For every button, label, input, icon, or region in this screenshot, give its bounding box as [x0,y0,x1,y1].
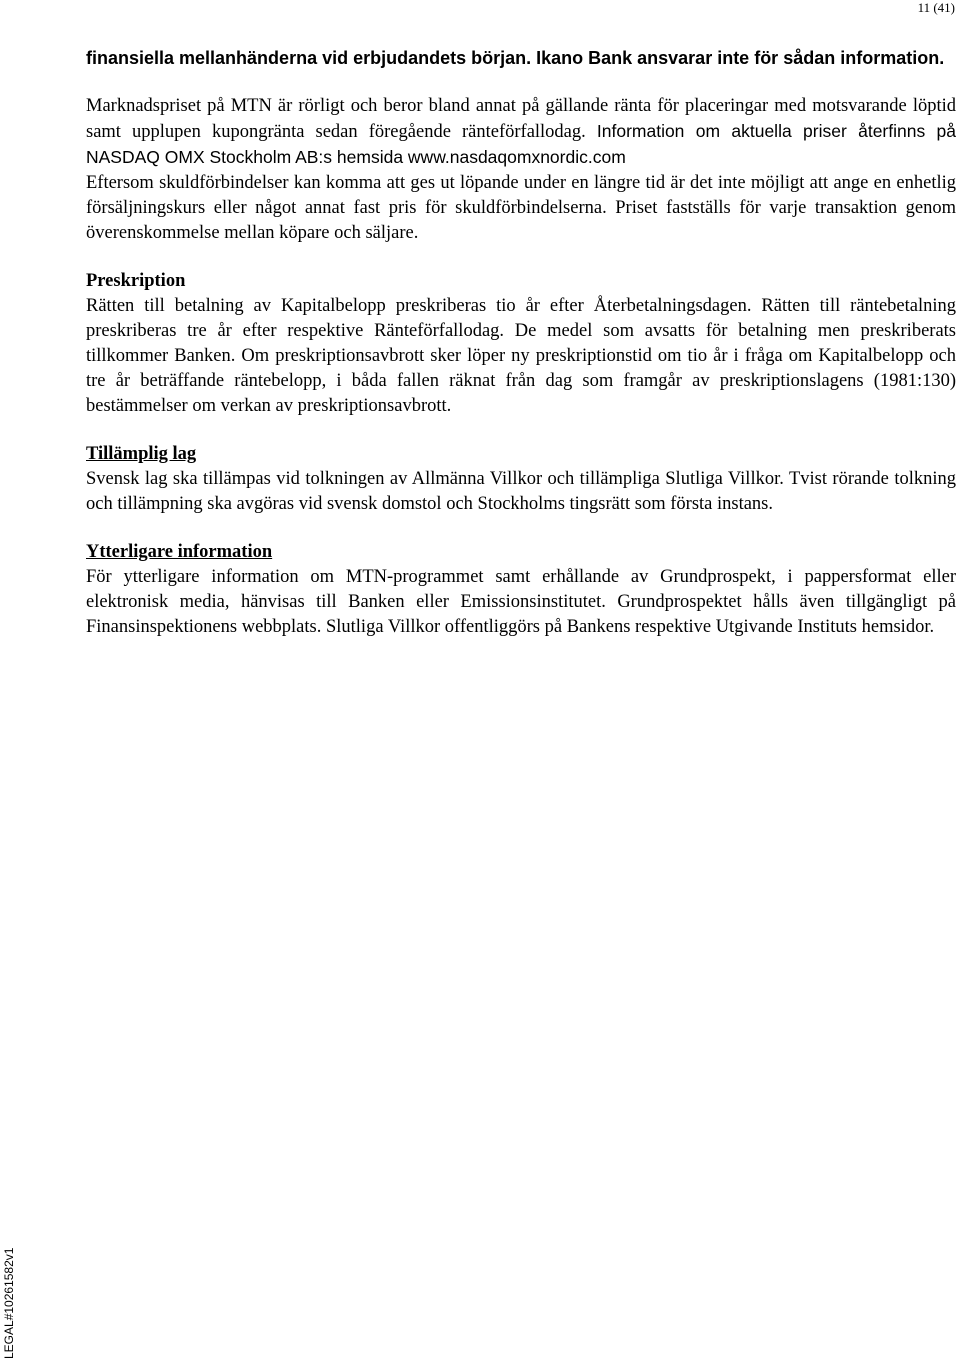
section-ytterligare-information [86,540,956,640]
section-tillamplig-lag [86,442,956,517]
section-heading-ytterligare-information: Ytterligare information [86,542,273,562]
section-body-ytterligare-information: För ytterligare information om MTN-programmet samt erhållande av Grundprospekt, i pappersformat eller elektronisk media, hänvisas till Banken eller Emissionsinstitutet. Grundprospektet hålls även tillgängligt på Finansinspektionens webbplats. Slutliga Villkor offentliggörs på Bankens respektive Utgivande Instituts hemsidor. [86,567,956,637]
document-id: LEGAL#10261582v1 [2,1247,16,1359]
intro-paragraph-1: finansiella mellanhänderna vid erbjudandets början. Ikano Bank ansvarar inte för sådan information. [86,48,945,68]
section-heading-preskription: Preskription [86,271,186,291]
section-preskription [86,269,956,419]
page-number: 11 (41) [917,0,955,15]
price-info-text: Information om aktuella priser återfinns på NASDAQ OMX Stockholm AB:s hemsida www.nasdaqomxnordic.com [86,121,957,167]
document-body [86,46,956,640]
intro-paragraph-2 [86,94,956,171]
intro-paragraph-3: Eftersom skuldförbindelser kan komma att ges ut löpande under en längre tid är det inte möjligt att ange en enhetlig försäljningskurs eller något annat fast pris för skuldförbindelserna. Priset fastställs för varje transaktion genom överenskommelse mellan köpare och säljare. [86,173,956,243]
section-heading-tillamplig-lag: Tillämplig lag [86,444,197,464]
section-body-tillamplig-lag: Svensk lag ska tillämpas vid tolkningen av Allmänna Villkor och tillämpliga Slutliga Villkor. Tvist rörande tolkning och tillämpning ska avgöras vid svensk domstol och Stockholms tingsrätt som första instans. [86,469,956,514]
market-price-text: Marknadspriset på MTN är rörligt och beror bland annat på gällande ränta för placeringar med motsvarande löptid samt upplupen kupongränta sedan föregående ränteförfallodag. [86,96,956,142]
section-body-preskription: Rätten till betalning av Kapitalbelopp preskriberas tio år efter Återbetalningsdagen. Rätten till räntebetalning preskriberas tre år efter respektive Ränteförfallodag. De medel som avsatts för betalning men preskriberats tillkommer Banken. Om preskriptionsavbrott sker löper ny preskriptionstid om tio år i fråga om Kapitalbelopp och tre år beträffande räntebelopp, i båda fallen räknat från dag som framgår av preskriptionslagens (1981:130) bestämmelser om verkan av preskriptionsavbrott. [86,296,956,416]
